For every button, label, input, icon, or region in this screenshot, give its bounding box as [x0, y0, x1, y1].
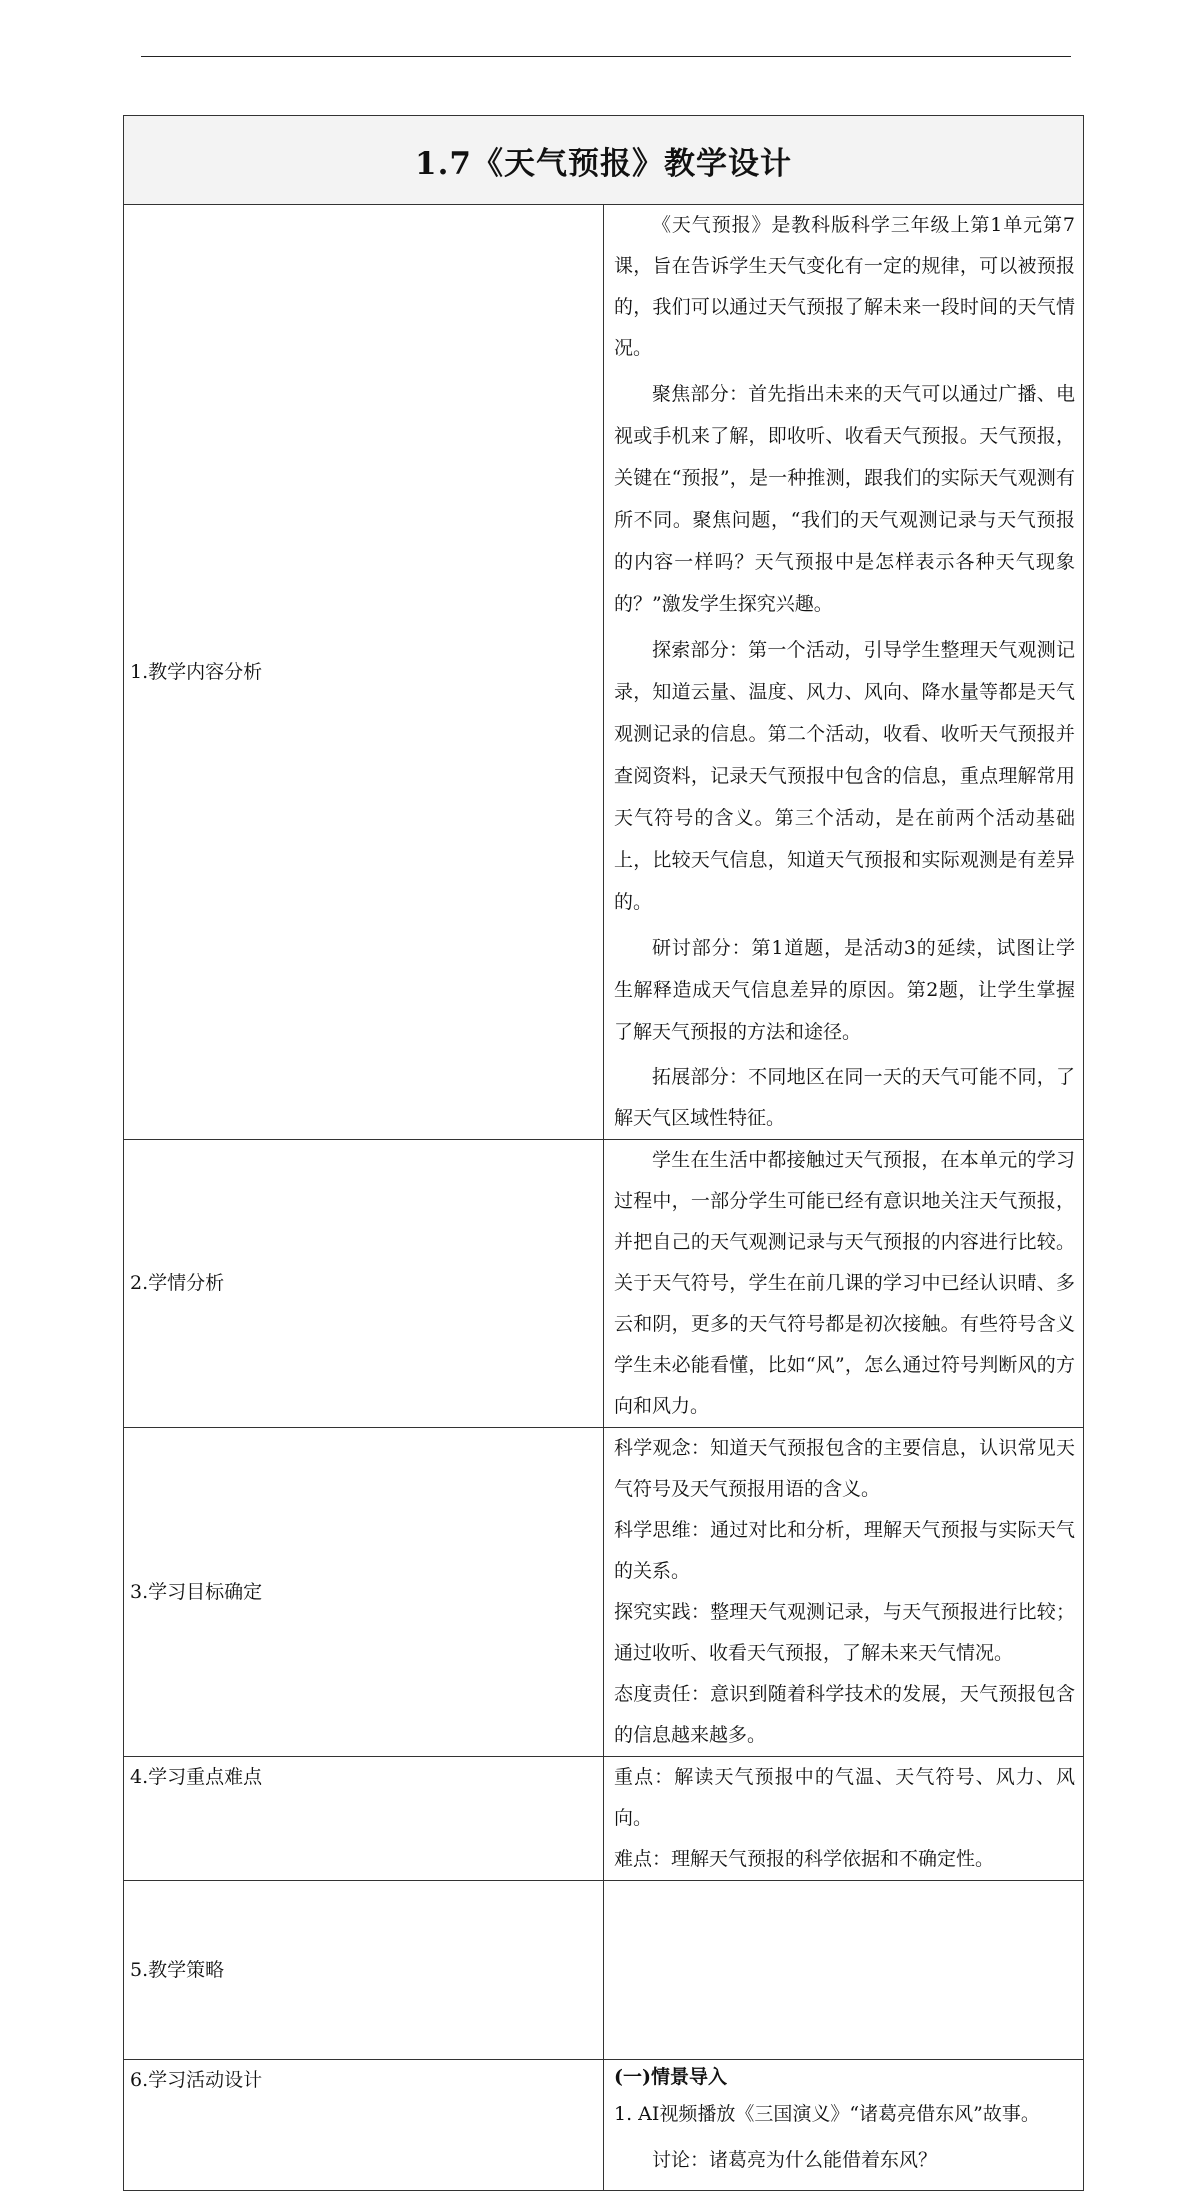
lesson-plan-table	[123, 115, 1084, 2191]
section-title: (一)情景导入	[614, 2066, 727, 2088]
discussion-line: 讨论：诸葛亮为什么能借着东风？	[652, 2149, 938, 2171]
header-rule	[141, 56, 1071, 57]
row-label: 3.学习目标确定	[124, 1428, 604, 1757]
paragraph: 学生在生活中都接触过天气预报，在本单元的学习过程中，一部分学生可能已经有意识地关注天气预报，并把自己的天气观测记录与天气预报的内容进行比较。关于天气符号，学生在前几课的学习中已经认识晴、多云和阴，更多的天气符号都是初次接触。有些符号含义学生未必能看懂，比如“风”，怎么通过符号判断风的方向和风力。	[614, 1149, 1075, 1417]
row-teaching-strategy	[124, 1881, 1084, 2060]
paragraph: 拓展部分：不同地区在同一天的天气可能不同，了解天气区域性特征。	[614, 1066, 1075, 1129]
row-content	[604, 2060, 1084, 2191]
document-title: 1.7《天气预报》教学设计	[124, 116, 1084, 205]
paragraph: 聚焦部分：首先指出未来的天气可以通过广播、电视或手机来了解，即收听、收看天气预报。天气预报，关键在“预报”，是一种推测，跟我们的实际天气观测有所不同。聚焦问题，“我们的天气观测记录与天气预报的内容一样吗？天气预报中是怎样表示各种天气现象的？”激发学生探究兴趣。	[614, 383, 1075, 615]
paragraph: 探索部分：第一个活动，引导学生整理天气观测记录，知道云量、温度、风力、风向、降水量等都是天气观测记录的信息。第二个活动，收看、收听天气预报并查阅资料，记录天气预报中包含的信息，重点理解常用天气符号的含义。第三个活动，是在前两个活动基础上，比较天气信息，知道天气预报和实际观测是有差异的。	[614, 639, 1075, 913]
row-content	[604, 205, 1084, 1140]
objective-line: 科学观念：知道天气预报包含的主要信息，认识常见天气符号及天气预报用语的含义。	[614, 1437, 1075, 1500]
paragraph: 《天气预报》是教科版科学三年级上第1单元第7课，旨在告诉学生天气变化有一定的规律，可以被预报的，我们可以通过天气预报了解未来一段时间的天气情况。	[614, 214, 1075, 359]
paragraph: 研讨部分：第1道题，是活动3的延续，试图让学生解释造成天气信息差异的原因。第2题，让学生掌握了解天气预报的方法和途径。	[614, 937, 1075, 1043]
objective-line: 探究实践：整理天气观测记录，与天气预报进行比较；通过收听、收看天气预报，了解未来天气情况。	[614, 1601, 1075, 1664]
row-label: 5.教学策略	[124, 1881, 604, 2060]
row-key-points	[124, 1757, 1084, 1881]
row-content	[604, 1428, 1084, 1757]
objective-line: 态度责任：意识到随着科学技术的发展，天气预报包含的信息越来越多。	[614, 1683, 1075, 1746]
title-row	[124, 116, 1084, 205]
row-learner-analysis	[124, 1140, 1084, 1428]
objective-line: 科学思维：通过对比和分析，理解天气预报与实际天气的关系。	[614, 1519, 1075, 1582]
row-content	[604, 1140, 1084, 1428]
row-label: 4.学习重点难点	[124, 1757, 604, 1881]
row-content	[604, 1757, 1084, 1881]
row-content	[604, 1881, 1084, 2060]
row-content-analysis	[124, 205, 1084, 1140]
key-point-line: 重点：解读天气预报中的气温、天气符号、风力、风向。	[614, 1766, 1075, 1829]
difficulty-line: 难点：理解天气预报的科学依据和不确定性。	[614, 1848, 995, 1870]
row-learning-objectives	[124, 1428, 1084, 1757]
activity-item: 1. AI视频播放《三国演义》“诸葛亮借东风”故事。	[614, 2103, 1040, 2125]
row-label: 6.学习活动设计	[124, 2060, 604, 2191]
row-label: 1.教学内容分析	[124, 205, 604, 1140]
row-activity-design	[124, 2060, 1084, 2191]
row-label: 2.学情分析	[124, 1140, 604, 1428]
